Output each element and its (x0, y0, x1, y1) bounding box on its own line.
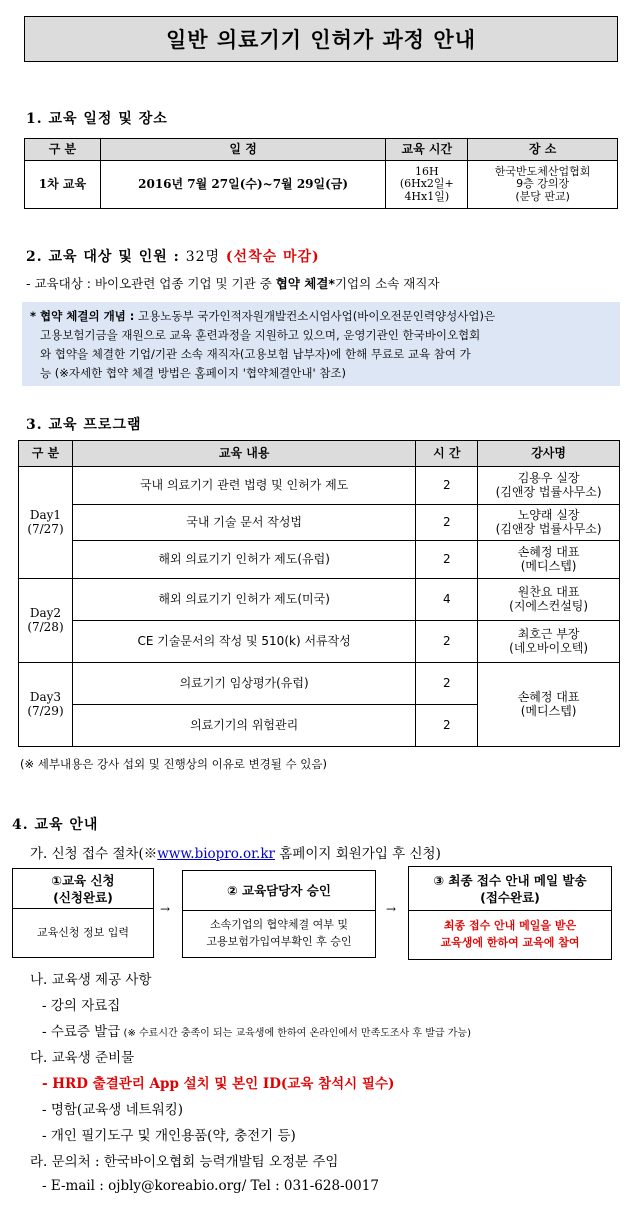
table-header: 교육 시간 (386, 139, 468, 161)
program-footnote: (※ 세부내용은 강사 섭외 및 진행상의 이유로 변경될 수 있음) (20, 757, 328, 771)
table-header: 장 소 (468, 139, 618, 161)
section2-heading: 2. 교육 대상 및 인원 : 32명 (선착순 마감) (26, 249, 320, 265)
table-header: 시 간 (416, 441, 478, 467)
step3-box: ③ 최종 접수 안내 메일 발송 (접수완료) 최종 접수 안내 메일을 받은 교육생에 한하여 교육에 참여 (408, 866, 612, 960)
step1-box: ①교육 신청 (신청완료) 교육신청 정보 입력 (12, 868, 154, 958)
schedule-dates: 2016년 7월 27일(수)~7월 29일(금) (100, 161, 386, 209)
list-item: - 수료증 발급 (※ 수료시간 충족이 되는 교육생에 한하여 온라인에서 만족도조사 후 발급 가능) (42, 1024, 471, 1040)
list-item: - 개인 필기도구 및 개인용품(약, 충전기 등) (42, 1128, 296, 1144)
table-row: Day1 (7/27) 국내 의료기기 관련 법령 및 인허가 제도 2 김용우 실장 (김앤장 법률사무소) (19, 467, 620, 505)
schedule-table (24, 138, 618, 209)
page-title: 일반 의료기기 인허가 과정 안내 (24, 16, 618, 62)
table-row: 의료기기의 위험관리 2 (19, 705, 620, 747)
day-cell: Day3 (7/29) (19, 663, 73, 747)
table-header: 강사명 (478, 441, 620, 467)
table-row: CE 기술문서의 작성 및 510(k) 서류작성 2 최호근 부장 (네오바이오텍) (19, 621, 620, 663)
prepare-heading: 다. 교육생 준비물 (30, 1050, 135, 1066)
list-item: - 명함(교육생 네트워킹) (42, 1102, 184, 1118)
arrow-icon: → (386, 902, 397, 916)
table-row: 해외 의료기기 인허가 제도(유럽) 2 손혜정 대표 (메디스텝) (19, 541, 620, 579)
agreement-note: * 협약 체결의 개념 : 고용노동부 국가인적자원개발컨소시엄사업(바이오전문인력양성사업)은 고용보험기금을 재원으로 교육 훈련과정을 지원하고 있으며, 운영기관인 한국바이오협회 와 협약을 체결한 기업/기관 소속 재직자(고용보험 납부자)에 한해 무료로 교육 참여 가 능 (※자세한 협약 체결 방법은 홈페이지 '협약체결안내' 참조) (22, 302, 620, 386)
section4-heading: 4. 교육 안내 (12, 817, 99, 833)
table-row: Day2 (7/28) 해외 의료기기 인허가 제도(미국) 4 원찬요 대표 (지에스컨설팅) (19, 579, 620, 621)
table-row: 국내 기술 문서 작성법 2 노양래 실장 (김앤장 법률사무소) (19, 505, 620, 541)
biopro-link[interactable]: www.biopro.or.kr (157, 846, 275, 862)
apply-procedure: 가. 신청 접수 절차(※www.biopro.or.kr 홈페이지 회원가입 후 신청) (30, 846, 441, 862)
day-cell: Day1 (7/27) (19, 467, 73, 579)
provided-heading: 나. 교육생 제공 사항 (30, 972, 152, 988)
participant-count: 32명 (185, 249, 221, 265)
list-item: - HRD 출결관리 App 설치 및 본인 ID(교육 참석시 필수) (42, 1076, 395, 1092)
table-row: Day3 (7/29) 의료기기 임상평가(유럽) 2 손혜정 대표 (메디스텝) (19, 663, 620, 705)
step2-box: ② 교육담당자 승인 소속기업의 협약체결 여부 및 고용보험가입여부확인 후 승인 (182, 870, 376, 958)
table-header: 일 정 (100, 139, 386, 161)
section1-heading: 1. 교육 일정 및 장소 (26, 111, 168, 127)
contact-heading: 라. 문의처 : 한국바이오협회 능력개발팀 오정분 주임 (30, 1154, 339, 1170)
first-come-note: (선착순 마감) (225, 249, 320, 265)
table-header: 구 분 (19, 441, 73, 467)
day-cell: Day2 (7/28) (19, 579, 73, 663)
target-line: - 교육대상 : 바이오관련 업종 기업 및 기관 중 협약 체결*기업의 소속 재직자 (26, 276, 440, 291)
schedule-location: 한국반도체산업협회 9층 강의장 (분당 판교) (468, 161, 618, 209)
schedule-hours: 16H (6Hx2일+ 4Hx1일) (386, 161, 468, 209)
table-header: 구 분 (25, 139, 101, 161)
table-header: 교육 내용 (72, 441, 415, 467)
contact-info: - E-mail : ojbly@koreabio.org/ Tel : 031-628-0017 (42, 1178, 379, 1194)
program-table (18, 440, 620, 747)
list-item: - 강의 자료집 (42, 998, 121, 1014)
schedule-category: 1차 교육 (25, 161, 101, 209)
arrow-icon: → (160, 902, 171, 916)
section3-heading: 3. 교육 프로그램 (26, 417, 142, 433)
